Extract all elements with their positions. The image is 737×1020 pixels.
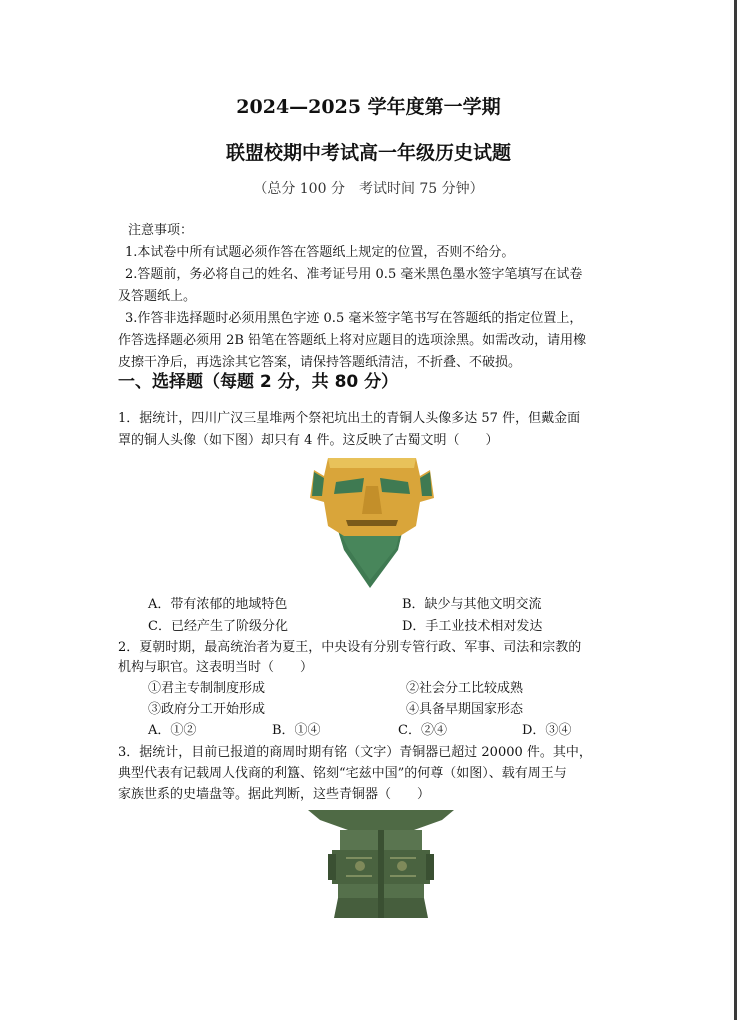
bronze-gold-mask-figure <box>300 452 446 588</box>
q2-option-d: D．③④ <box>522 723 572 738</box>
exam-subtitle: （总分 100 分 考试时间 75 分钟） <box>253 181 484 197</box>
notice-line: 作答选择题必须用 2B 铅笔在答题纸上将对应题目的选项涂黑。如需改动，请用橡 <box>118 333 587 348</box>
notice-line: 及答题纸上。 <box>118 289 197 304</box>
question-stem: 1．据统计，四川广汉三星堆两个祭祀坑出土的青铜人头像多达 57 件，但戴金面 <box>118 411 581 426</box>
notice-line: 皮擦干净后，再选涂其它答案，请保持答题纸清洁，不折叠、不破损。 <box>118 355 522 370</box>
notice-line: 3.作答非选择题时必须用黑色字迹 0.5 毫米签字笔书写在答题纸的指定位置上， <box>125 311 583 326</box>
q1-option-b: B．缺少与其他文明交流 <box>402 597 542 612</box>
exam-year-title: 2024—2025 学年度第一学期 <box>236 96 501 118</box>
question-stem: 2．夏朝时期，最高统治者为夏王，中央设有分别专管行政、军事、司法和宗教的 <box>118 640 582 655</box>
q2-option-c: C．②④ <box>398 723 447 738</box>
q2-item: ③政府分工开始形成 <box>148 702 266 717</box>
exam-title: 联盟校期中考试高一年级历史试题 <box>225 142 511 164</box>
q1-option-d: D．手工业技术相对发达 <box>402 619 543 634</box>
question-stem: 罩的铜人头像（如下图）却只有 4 件。这反映了古蜀文明（ ） <box>118 433 499 448</box>
notice-line: 1.本试卷中所有试题必须作答在答题纸上规定的位置，否则不给分。 <box>125 245 515 260</box>
question-stem: 3．据统计，目前已报道的商周时期有铭（文字）青铜器已超过 20000 件。其中， <box>118 745 592 760</box>
question-stem: 家族世系的史墙盘等。据此判断，这些青铜器（ ） <box>118 787 431 802</box>
section-title: 一、选择题（每题 2 分，共 80 分） <box>118 372 399 392</box>
q2-option-a: A．①② <box>148 723 197 738</box>
q1-option-c: C．已经产生了阶级分化 <box>148 619 288 634</box>
q2-option-b: B．①④ <box>272 723 321 738</box>
notice-line: 2.答题前，务必将自己的姓名、准考证号用 0.5 毫米黑色墨水签字笔填写在试卷 <box>125 267 583 282</box>
q2-item: ②社会分工比较成熟 <box>406 681 524 696</box>
notice-heading: 注意事项： <box>128 223 194 238</box>
q2-item: ①君主专制制度形成 <box>148 681 266 696</box>
q1-option-a: A．带有浓郁的地域特色 <box>148 597 288 612</box>
question-stem: 机构与职官。这表明当时（ ） <box>118 660 314 675</box>
q2-item: ④具备早期国家形态 <box>406 702 524 717</box>
he-zun-vessel-figure <box>302 806 460 920</box>
question-stem: 典型代表有记载周人伐商的利簋、铭刻“宅兹中国”的何尊（如图）、载有周王与 <box>118 766 567 781</box>
